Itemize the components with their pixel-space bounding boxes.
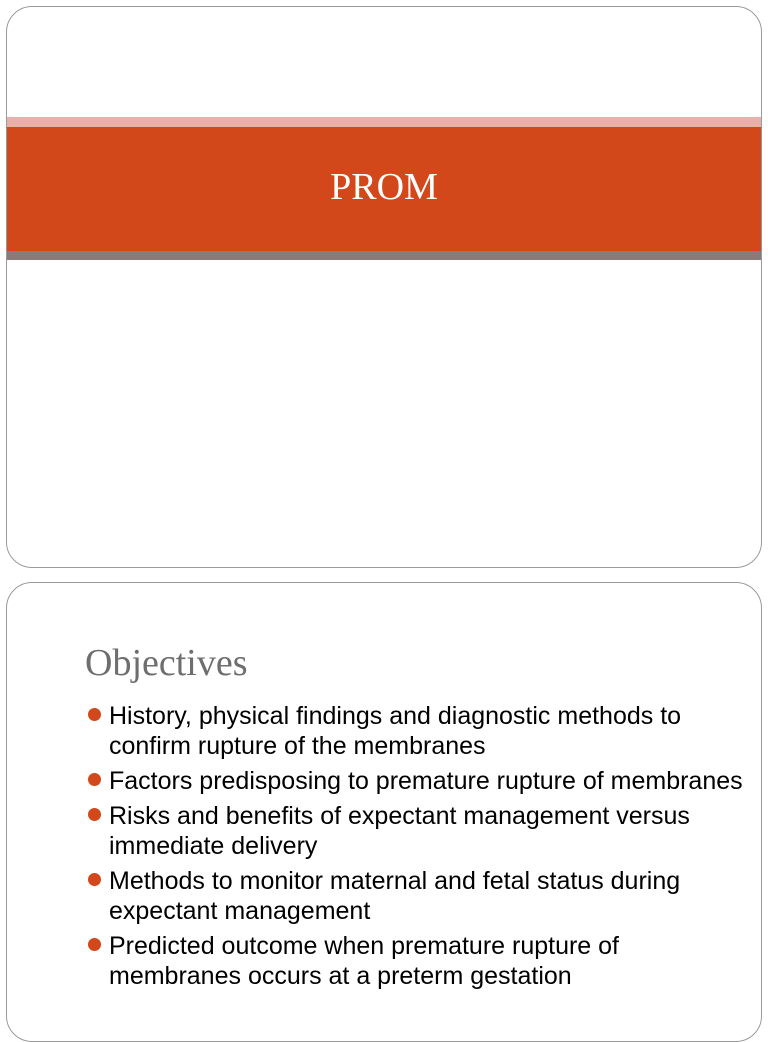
title-band — [7, 127, 761, 251]
list-item-text: History, physical findings and diagnostic methods to confirm rupture of the membranes — [109, 702, 682, 760]
list-item-text: Factors predisposing to premature rupture of membranes — [109, 767, 743, 795]
bullet-dot-icon — [88, 873, 101, 886]
objectives-heading: Objectives — [85, 642, 248, 684]
bullet-dot-icon — [88, 708, 101, 721]
title-band-top-stripe — [7, 117, 761, 127]
list-item-text: Risks and benefits of expectant management versus immediate delivery — [109, 802, 690, 860]
bullet-dot-icon — [88, 938, 101, 951]
title-slide — [6, 6, 762, 568]
list-item-text: Methods to monitor maternal and fetal status during expectant management — [109, 867, 681, 925]
list-item — [85, 801, 745, 861]
list-item — [85, 766, 745, 796]
slide-title: PROM — [330, 166, 438, 208]
list-item-text: Predicted outcome when premature rupture of membranes occurs at a preterm gestation — [109, 932, 619, 990]
bullet-dot-icon — [88, 773, 101, 786]
list-item — [85, 866, 745, 926]
title-band-bottom-stripe — [7, 251, 761, 260]
list-item — [85, 931, 745, 991]
objectives-slide — [6, 582, 762, 1042]
list-item — [85, 701, 745, 761]
objectives-list — [85, 701, 745, 996]
bullet-dot-icon — [88, 808, 101, 821]
